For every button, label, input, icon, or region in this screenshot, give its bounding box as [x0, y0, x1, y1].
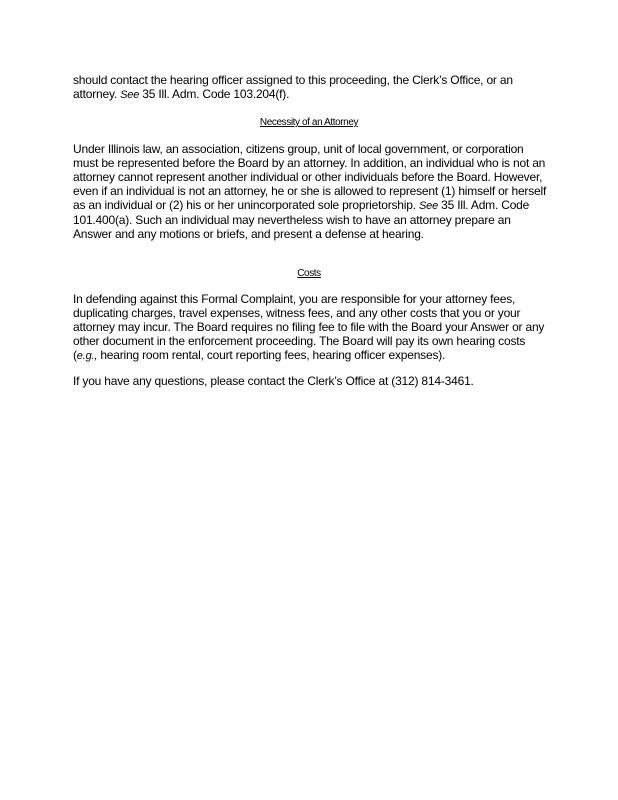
see-citation-signal: See	[120, 89, 140, 101]
attorney-text: Under Illinois law, an association, citizens group, unit of local government, or corporation must be represented before the Board by an attorney. In addition, an individual who is not an attorney cannot represent another individual or other individuals before the Board. However, even if an individual is not an attorney, he or she is allowed to represent (1) himself or herself as an individual or (2) his or her unincorporated sole proprietorship.	[73, 142, 547, 212]
costs-paragraph	[73, 292, 551, 363]
intro-paragraph	[73, 73, 551, 102]
costs-text: In defending against this Formal Complaint, you are responsible for your attorney fees, duplicating charges, travel expenses, witness fees, and any other costs that you or your attorney may incur. The Board requires no filing fee to file with the Board your Answer or any other document in the enforcement proceeding. The Board will pay its own hearing costs (	[73, 292, 545, 362]
intro-text: should contact the hearing officer assigned to this proceeding, the Clerk’s Office, or an attorney.	[73, 73, 513, 101]
questions-paragraph	[73, 374, 551, 388]
costs-text-continued: hearing room rental, court reporting fees, hearing officer expenses).	[97, 348, 446, 362]
costs-heading: Costs	[297, 268, 321, 279]
questions-text: If you have any questions, please contact the Clerk’s Office at (312) 814-3461.	[73, 374, 474, 388]
attorney-paragraph	[73, 142, 551, 241]
eg-abbreviation: e.g.,	[76, 350, 98, 362]
see-citation-signal: See	[419, 200, 438, 212]
attorney-heading: Necessity of an Attorney	[259, 117, 359, 128]
intro-citation: 35 Ill. Adm. Code 103.204(f).	[142, 87, 290, 101]
attorney-text-continued: 35 Ill. Adm. Code 101.400(a). Such an individual may nevertheless wish to have an attorney prepare an Answer and any motions or briefs, and present a defense at hearing.	[73, 198, 530, 241]
